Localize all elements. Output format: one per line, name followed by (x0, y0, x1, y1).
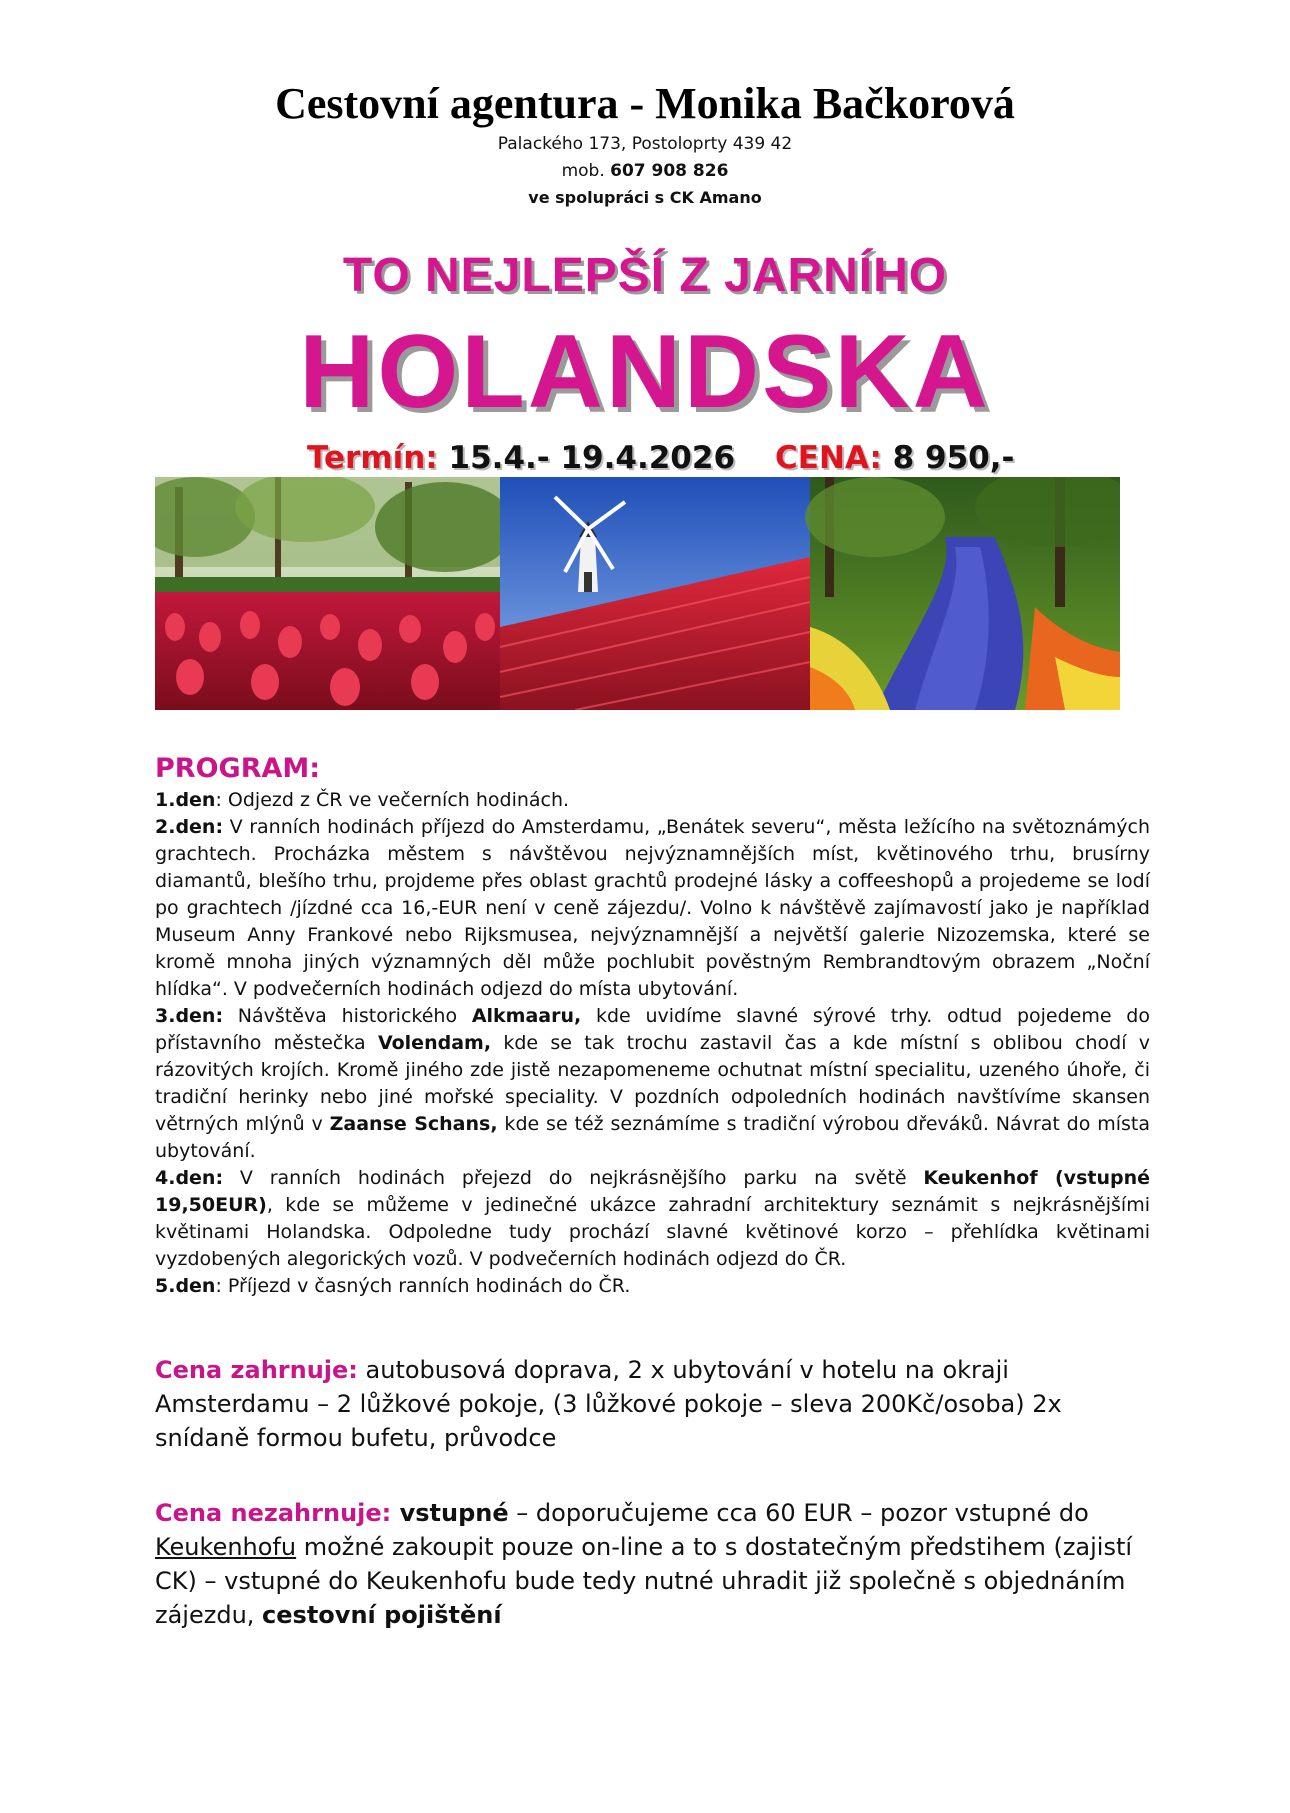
excludes-text-2: možné zakoupit pouze on-line a to s dostatečným předstihem (zajistí CK) – vstupné do Keukenhofu bude tedy nutné uhradit již společně s objednáním zájezdu, (155, 1533, 1133, 1629)
program-day-4 (155, 1165, 1150, 1273)
term-label: Termín: (307, 440, 438, 476)
day-3-text-4: kde se též seznámíme s tradiční výrobou dřeváků. Návrat do místa ubytování. (155, 1113, 1150, 1162)
photo-strip (155, 477, 1120, 710)
day-3-text-3: kde se tak trochu zastavil čas a kde místní s oblibou chodí v rázovitých krojích. Kromě jiného zde jistě nezapomeneme ochutnat místní specialitu, uzeného úhoře, či tradiční herinky nebo jiné mořské speciality. V pozdních odpoledních hodinách navštívíme skansen větrných mlýnů v (155, 1032, 1151, 1135)
program-day-1 (155, 787, 1150, 814)
tulip-garden-photo (155, 477, 515, 710)
day-3-label: 3.den: (155, 1005, 224, 1027)
price-value: 8 950,- (892, 440, 1015, 476)
day-1-label: 1.den (155, 789, 216, 811)
excludes-keukenhof-link: Keukenhofu (155, 1533, 297, 1561)
day-2-text: V ranních hodinách příjezd do Amsterdamu, „Benátek severu“, města ležícího na světoznámých grachtech. Procházka městem s návštěvou nejvýznamnějších míst, květinového trhu, brusírny diamantů, blešího trhu, projdeme přes oblast grachtů prodejné lásky a coffeeshopů a projedeme se lodí po grachtech /jízdné cca 16,-EUR není v ceně zájezdu/. Volno k návštěvě zajímavostí jako je například Museum Anny Frankové nebo Rijksmusea, nejvýznamnější a největší galerie Nizozemska, které se kromě mnoha jiných významných děl může pochlubit pověstným Rembrandtovým obrazem „Noční hlídka“. V podvečerních hodinách odjezd do místa ubytování. (155, 816, 1150, 1000)
price-includes (155, 1353, 1150, 1455)
program-text (155, 787, 1150, 1300)
includes-label: Cena zahrnuje: (155, 1356, 358, 1384)
term-line (307, 440, 1014, 476)
day-3-text-2: kde uvidíme slavné sýrové trhy. odtud pojedeme do přístavního městečka (155, 1005, 1150, 1054)
day-2-label: 2.den: (155, 816, 224, 838)
day-3-alkmaar: Alkmaaru, (471, 1005, 582, 1027)
term-value: 15.4.- 19.4.2026 (448, 440, 736, 476)
price-excludes (155, 1496, 1150, 1632)
agency-name: Cestovní agentura - Monika Bačkorová (275, 79, 1015, 128)
excludes-label: Cena nezahrnuje: (155, 1499, 392, 1527)
excludes-entry-fee: vstupné (391, 1499, 509, 1527)
day-1-text: : Odjezd z ČR ve večerních hodinách. (215, 789, 570, 811)
day-3-text-1: Návštěva historického (223, 1005, 472, 1027)
excludes-text-1: – doporučujeme cca 60 EUR – pozor vstupné do (508, 1499, 1089, 1527)
program-day-5 (155, 1273, 1150, 1300)
title-line-2: HOLANDSKA (299, 314, 991, 430)
day-4-label: 4.den: (155, 1167, 224, 1189)
flower-river-park-photo (805, 477, 1120, 710)
windmill-tulip-field-photo (500, 477, 810, 710)
agency-address: Palackého 173, Postoloprty 439 42 (497, 134, 793, 154)
day-4-text-1: V ranních hodinách přejezd do nejkrásnějšího parku na světě (223, 1167, 924, 1189)
day-3-zaanse-schans: Zaanse Schans, (329, 1113, 498, 1135)
day-4-keukenhof: Keukenhof (vstupné 19,50EUR) (155, 1167, 1151, 1216)
program-day-2 (155, 814, 1150, 1003)
phone-number: 607 908 826 (610, 161, 729, 181)
cooperation-note: ve spolupráci s CK Amano (528, 188, 762, 207)
program-day-3 (155, 1003, 1150, 1165)
day-4-text-2: , kde se můžeme v jedinečné ukázce zahradní architektury seznámit s nejkrásnějšími květinami Holandska. Odpoledne tudy prochází slavné květinové korzo – přehlídka květinami vyzdobených alegorických vozů. V podvečerních hodinách odjezd do ČR. (155, 1194, 1150, 1270)
day-5-text: : Příjezd v časných ranních hodinách do ČR. (215, 1275, 631, 1297)
title-line-1: TO NEJLEPŠÍ Z JARNÍHO (342, 249, 948, 302)
day-5-label: 5.den (155, 1275, 216, 1297)
phone-prefix: mob. (561, 161, 605, 181)
program-heading: PROGRAM: (155, 753, 321, 784)
price-label: CENA: (775, 440, 882, 476)
includes-text: autobusová doprava, 2 x ubytování v hotelu na okraji Amsterdamu – 2 lůžkové pokoje, (3 lůžkové pokoje – sleva 200Kč/osoba) 2x snídaně formou bufetu, průvodce (155, 1356, 1062, 1452)
agency-phone (0, 161, 1290, 181)
day-3-volendam: Volendam, (377, 1032, 492, 1054)
excludes-insurance: cestovní pojištění (262, 1601, 502, 1629)
